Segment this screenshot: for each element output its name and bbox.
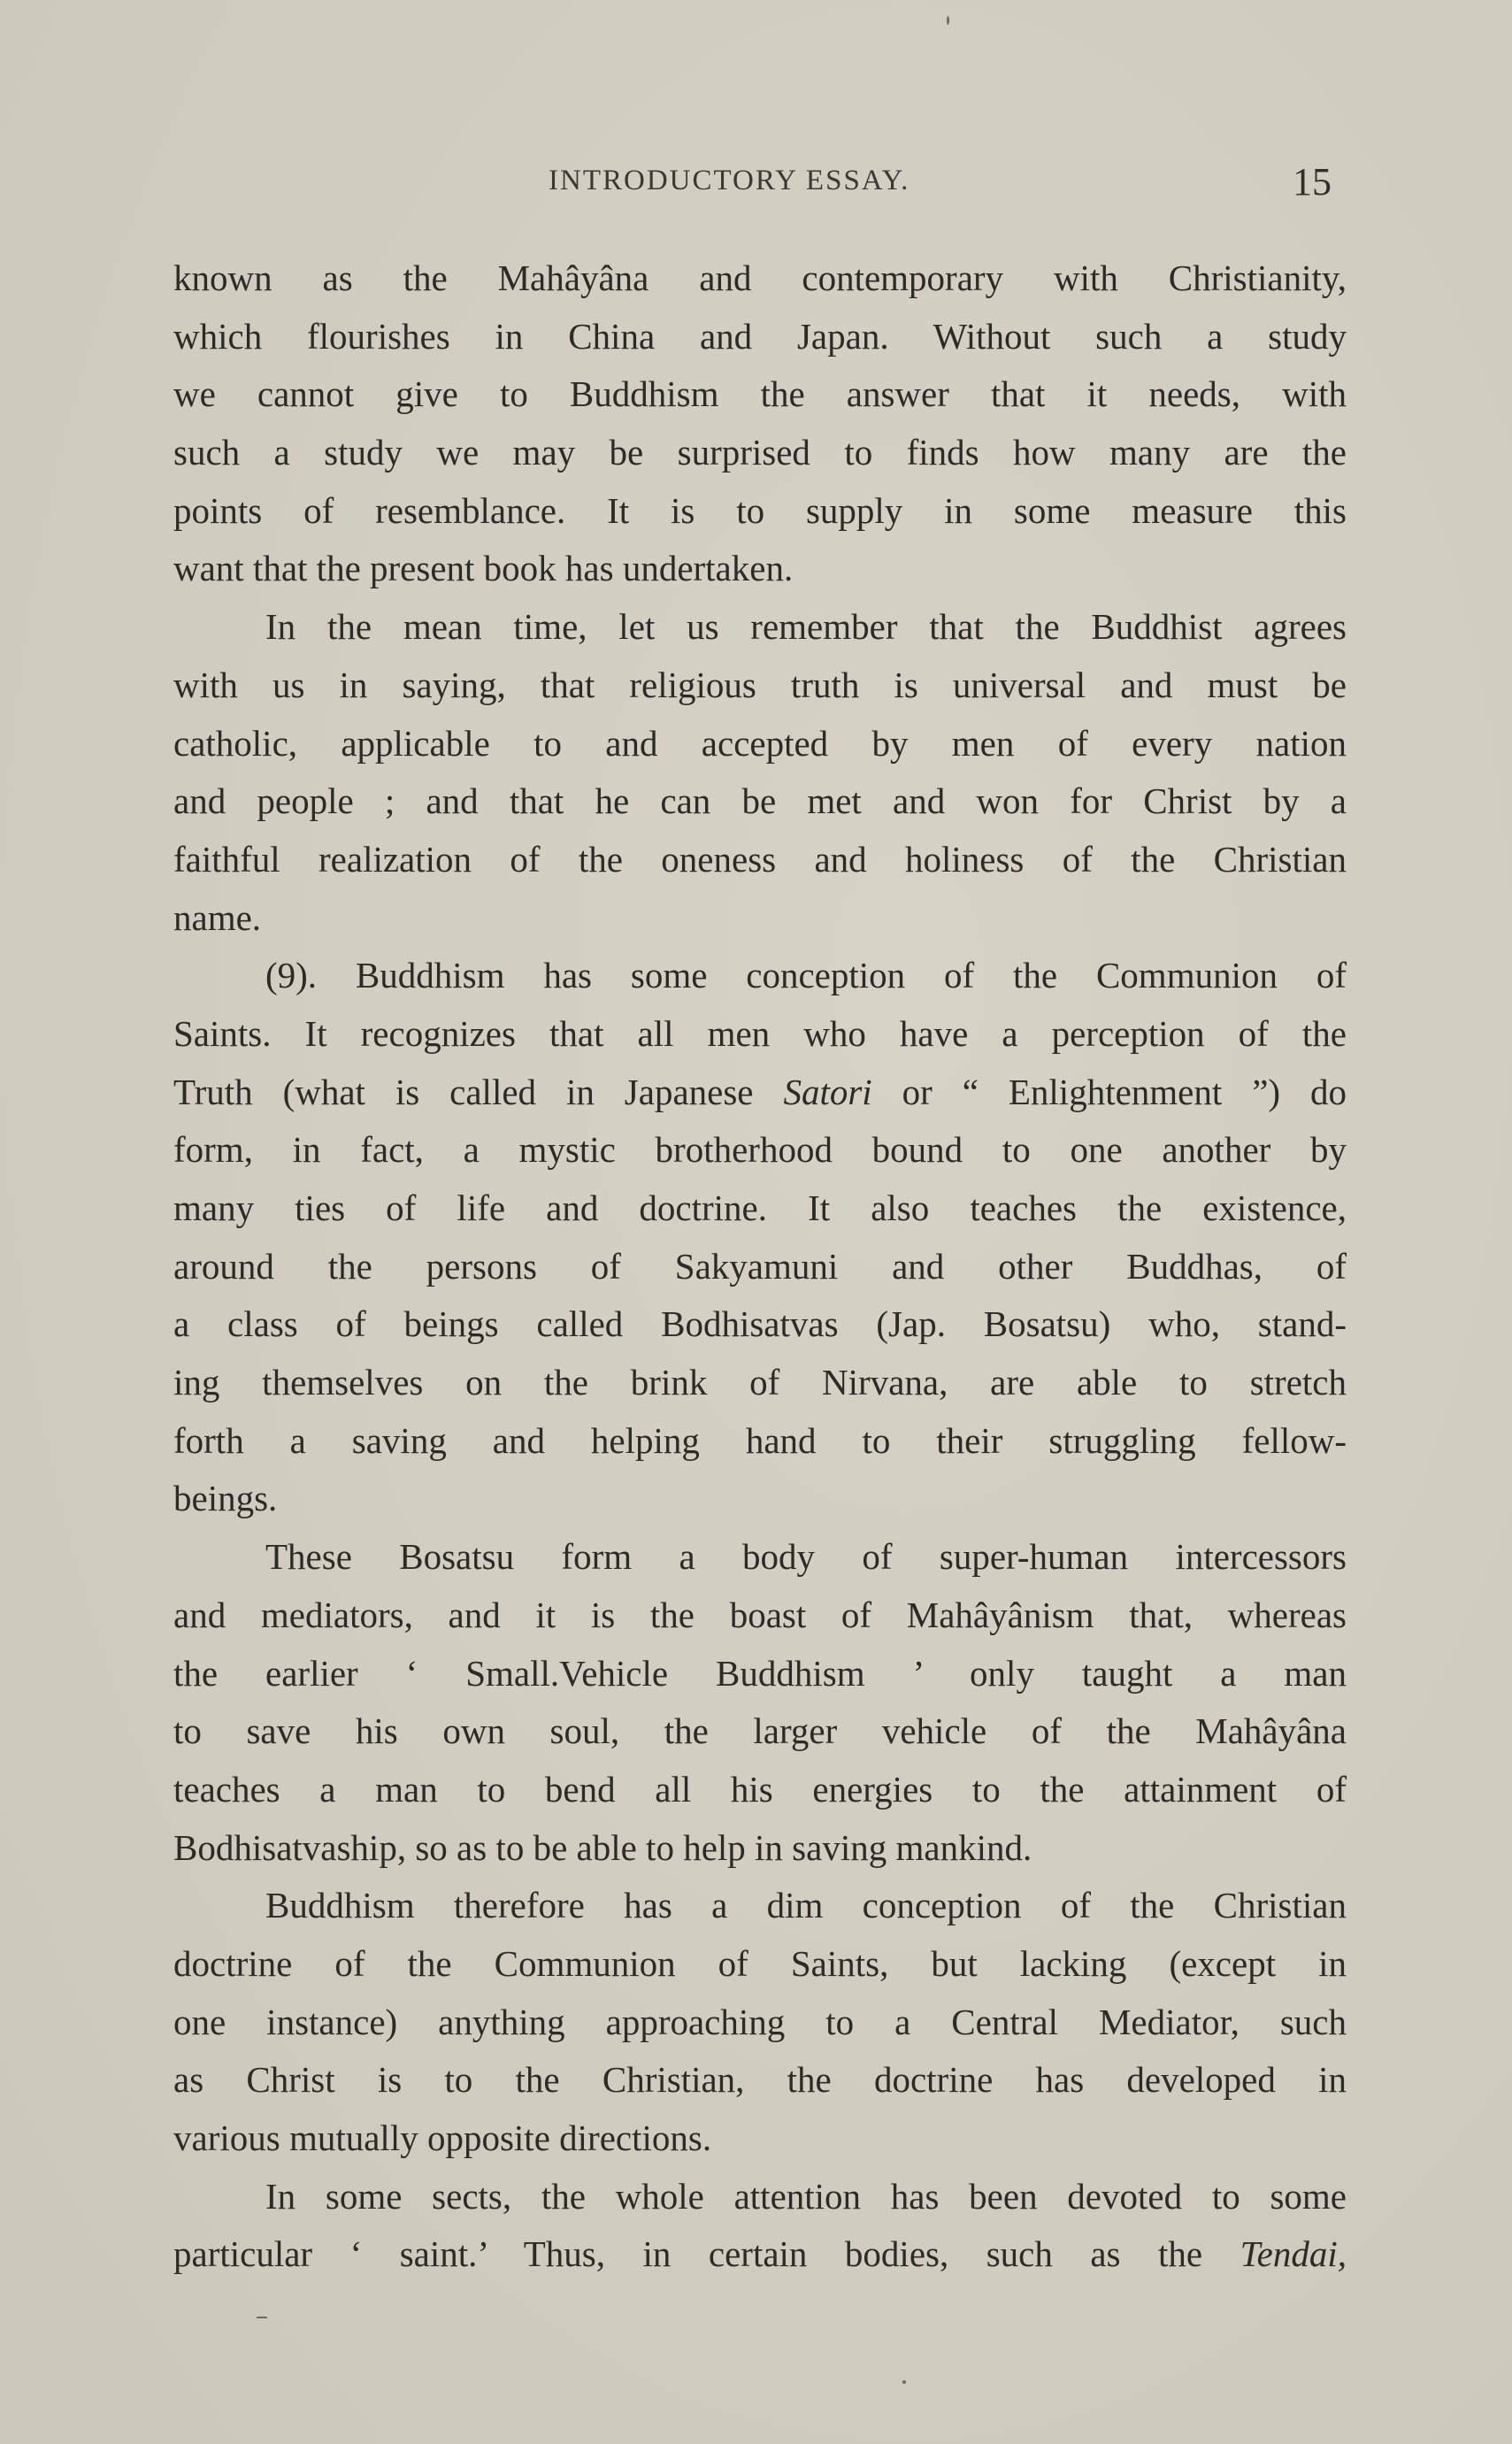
text-line: forth a saving and helping hand to their struggling fellow- (173, 1419, 1347, 1461)
text-line: and mediators, and it is the boast of Mahâyânism that, whereas (173, 1594, 1347, 1635)
text-line: around the persons of Sakyamuni and other Buddhas, of (173, 1245, 1347, 1287)
text-line: such a study we may be surprised to finds how many are the (173, 432, 1347, 473)
text-line: Bodhisatvaship, so as to be able to help in saving mankind. (173, 1826, 1032, 1868)
print-speck (257, 2317, 267, 2318)
text-line: many ties of life and doctrine. It also teaches the existence, (173, 1187, 1347, 1228)
print-speck (947, 16, 949, 25)
paragraph (173, 250, 1347, 598)
italic-term: Tendai, (1240, 2233, 1347, 2275)
text-line: and people ; and that he can be met and won for Christ by a (173, 780, 1347, 822)
text-line: want that the present book has undertaken. (173, 548, 794, 589)
text-line: a class of beings called Bodhisatvas (Jap. Bosatsu) who, stand- (173, 1303, 1347, 1345)
text-line: with us in saying, that religious truth is universal and must be (173, 664, 1347, 705)
running-head: INTRODUCTORY ESSAY. (549, 165, 910, 196)
body-text (173, 250, 1347, 2284)
text-line: which flourishes in China and Japan. Without such a study (173, 315, 1347, 357)
text-line: In the mean time, let us remember that the Buddhist agrees (265, 606, 1347, 648)
text-line: to save his own soul, the larger vehicle of the Mahâyâna (173, 1710, 1347, 1752)
text-line: various mutually opposite directions. (173, 2117, 712, 2158)
paragraph (173, 2168, 1347, 2284)
text-line: ing themselves on the brink of Nirvana, are able to stretch (173, 1362, 1347, 1403)
paragraph (173, 947, 1347, 1528)
page-number: 15 (1293, 160, 1332, 204)
paragraph (173, 1877, 1347, 2167)
text-line: beings. (173, 1478, 278, 1519)
text-line: known as the Mahâyâna and contemporary with Christianity, (173, 257, 1347, 298)
text-line: Saints. It recognizes that all men who have a perception of the (173, 1012, 1347, 1054)
text-line: catholic, applicable to and accepted by men of every nation (173, 722, 1347, 764)
text-line: particular ‘ saint.’ Thus, in certain bodies, such as the Tendai, (173, 2233, 1347, 2275)
text-line: name. (173, 896, 262, 938)
paragraph (173, 1528, 1347, 1877)
italic-term: Satori (783, 1071, 872, 1112)
text-line: (9). Buddhism has some conception of the Communion of (265, 955, 1347, 996)
text-line: faithful realization of the oneness and holiness of the Christian (173, 838, 1347, 880)
text-line: teaches a man to bend all his energies to the attainment of (173, 1768, 1347, 1810)
text-line: These Bosatsu form a body of super-human intercessors (265, 1536, 1347, 1578)
paragraph (173, 598, 1347, 947)
text-line: points of resemblance. It is to supply in some measure this (173, 489, 1347, 531)
text-line: form, in fact, a mystic brotherhood bound to one another by (173, 1129, 1347, 1171)
text-line: as Christ is to the Christian, the doctrine has developed in (173, 2059, 1347, 2101)
text-line: one instance) anything approaching to a Central Mediator, such (173, 2001, 1347, 2042)
print-speck (902, 2380, 906, 2384)
text-line: In some sects, the whole attention has been devoted to some (265, 2175, 1347, 2217)
text-line: Buddhism therefore has a dim conception of the Christian (265, 1885, 1347, 1926)
text-line: Truth (what is called in Japanese Satori or “ Enlightenment ”) do (173, 1071, 1347, 1112)
text-line: the earlier ‘ Small.Vehicle Buddhism ’ only taught a man (173, 1652, 1347, 1694)
text-line: we cannot give to Buddhism the answer that it needs, with (173, 373, 1347, 415)
text-line: doctrine of the Communion of Saints, but lacking (except in (173, 1942, 1347, 1984)
